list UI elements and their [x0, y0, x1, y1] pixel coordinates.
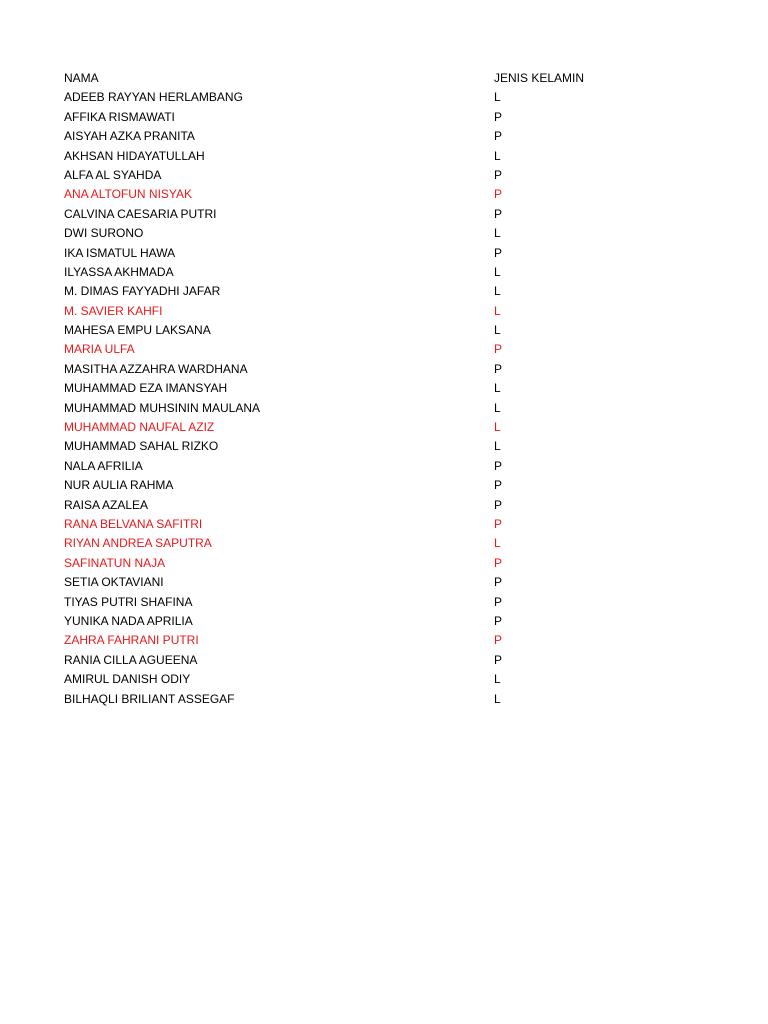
table-row — [64, 340, 724, 359]
student-gender-cell: P — [494, 633, 503, 648]
student-gender-cell: P — [494, 555, 503, 570]
student-name-cell: ANA ALTOFUN NISYAK — [64, 187, 193, 202]
student-gender-cell: P — [494, 516, 503, 531]
table-row — [64, 360, 724, 379]
table-row — [64, 437, 724, 456]
student-name-cell: ILYASSA AKHMADA — [64, 264, 174, 279]
student-name-cell: NALA AFRILIA — [64, 458, 143, 473]
student-gender-cell: P — [494, 478, 503, 493]
student-name-cell: RAISA AZALEA — [64, 497, 149, 512]
student-gender-cell: L — [494, 323, 501, 338]
table-row — [64, 515, 724, 534]
table-row — [64, 476, 724, 495]
student-name-cell: AFFIKA RISMAWATI — [64, 109, 175, 124]
student-gender-cell: L — [494, 264, 501, 279]
table-row — [64, 554, 724, 573]
table-row — [64, 612, 724, 631]
table-row — [64, 88, 724, 107]
table-row — [64, 573, 724, 592]
student-gender-cell: P — [494, 167, 503, 182]
student-name-cell: AISYAH AZKA PRANITA — [64, 129, 195, 144]
student-name-cell: RIYAN ANDREA SAPUTRA — [64, 536, 212, 551]
student-gender-cell: L — [494, 226, 501, 241]
table-row — [64, 379, 724, 398]
table-row — [64, 321, 724, 340]
student-name-cell: AKHSAN HIDAYATULLAH — [64, 148, 205, 163]
table-row — [64, 496, 724, 515]
student-gender-cell: P — [494, 109, 503, 124]
student-name-cell: DWI SURONO — [64, 226, 144, 241]
student-name-cell: MUHAMMAD MUHSININ MAULANA — [64, 400, 261, 415]
table-row — [64, 631, 724, 650]
student-gender-cell: L — [494, 148, 501, 163]
student-name-cell: SAFINATUN NAJA — [64, 555, 166, 570]
table-row — [64, 534, 724, 553]
table-row — [64, 670, 724, 689]
student-gender-cell: P — [494, 129, 503, 144]
student-gender-cell: P — [494, 245, 503, 260]
student-gender-cell: P — [494, 458, 503, 473]
student-name-cell: MASITHA AZZAHRA WARDHANA — [64, 361, 248, 376]
table-row — [64, 282, 724, 301]
student-name-cell: RANIA CILLA AGUEENA — [64, 652, 198, 667]
table-row — [64, 302, 724, 321]
table-row — [64, 108, 724, 127]
student-name-cell: TIYAS PUTRI SHAFINA — [64, 594, 193, 609]
student-gender-cell: P — [494, 497, 503, 512]
student-name-cell: MUHAMMAD EZA IMANSYAH — [64, 381, 228, 396]
table-row — [64, 244, 724, 263]
student-name-cell: BILHAQLI BRILIANT ASSEGAF — [64, 691, 235, 706]
student-name-cell: MARIA ULFA — [64, 342, 135, 357]
student-name-cell: ADEEB RAYYAN HERLAMBANG — [64, 90, 243, 105]
table-row — [64, 457, 724, 476]
gender-column-header: JENIS KELAMIN — [494, 71, 585, 85]
table-row — [64, 147, 724, 166]
table-row — [64, 127, 724, 146]
table-row — [64, 651, 724, 670]
student-gender-cell: L — [494, 284, 501, 299]
student-name-cell: SETIA OKTAVIANI — [64, 575, 164, 590]
student-gender-cell: L — [494, 672, 501, 687]
student-list-sheet — [64, 69, 724, 709]
student-name-cell: CALVINA CAESARIA PUTRI — [64, 206, 217, 221]
student-name-cell: YUNIKA NADA APRILIA — [64, 613, 193, 628]
student-gender-cell: P — [494, 575, 503, 590]
student-name-cell: MAHESA EMPU LAKSANA — [64, 323, 211, 338]
table-row — [64, 399, 724, 418]
header-row — [64, 69, 724, 88]
student-gender-cell: P — [494, 187, 503, 202]
student-name-cell: M. SAVIER KAHFI — [64, 303, 163, 318]
student-gender-cell: L — [494, 536, 501, 551]
student-gender-cell: P — [494, 206, 503, 221]
table-row — [64, 185, 724, 204]
student-gender-cell: P — [494, 613, 503, 628]
student-gender-cell: L — [494, 303, 501, 318]
student-name-cell: MUHAMMAD NAUFAL AZIZ — [64, 420, 215, 435]
student-name-cell: IKA ISMATUL HAWA — [64, 245, 176, 260]
table-row — [64, 593, 724, 612]
student-name-cell: AMIRUL DANISH ODIY — [64, 672, 191, 687]
student-name-cell: MUHAMMAD SAHAL RIZKO — [64, 439, 219, 454]
student-name-cell: ALFA AL SYAHDA — [64, 167, 162, 182]
student-gender-cell: P — [494, 361, 503, 376]
student-gender-cell: L — [494, 691, 501, 706]
table-row — [64, 263, 724, 282]
student-gender-cell: L — [494, 381, 501, 396]
student-name-cell: M. DIMAS FAYYADHI JAFAR — [64, 284, 221, 299]
student-rows — [64, 88, 724, 709]
table-row — [64, 205, 724, 224]
name-column-header: NAMA — [64, 71, 99, 85]
student-name-cell: RANA BELVANA SAFITRI — [64, 516, 203, 531]
student-name-cell: NUR AULIA RAHMA — [64, 478, 174, 493]
student-name-cell: ZAHRA FAHRANI PUTRI — [64, 633, 199, 648]
student-gender-cell: L — [494, 90, 501, 105]
student-gender-cell: P — [494, 342, 503, 357]
student-gender-cell: P — [494, 594, 503, 609]
table-row — [64, 418, 724, 437]
table-row — [64, 690, 724, 709]
student-gender-cell: L — [494, 439, 501, 454]
table-row — [64, 224, 724, 243]
table-row — [64, 166, 724, 185]
student-gender-cell: L — [494, 400, 501, 415]
student-gender-cell: L — [494, 420, 501, 435]
student-gender-cell: P — [494, 652, 503, 667]
